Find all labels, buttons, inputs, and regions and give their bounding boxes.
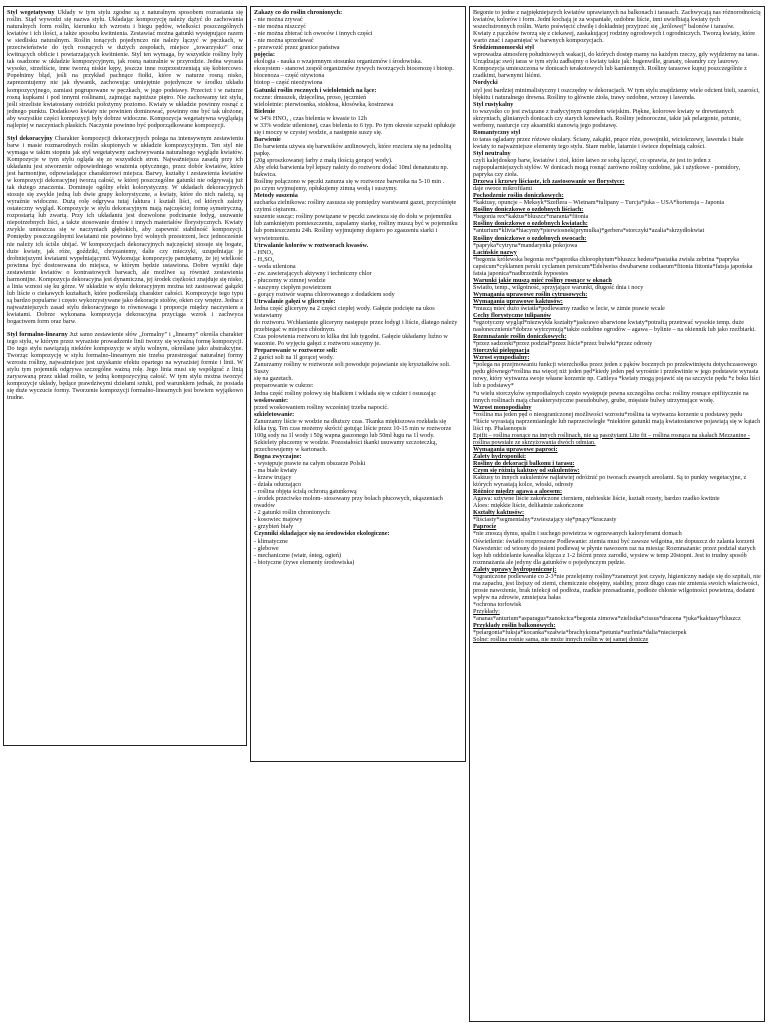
text-line: styl jest bardziej minimalistyczny i oszczędny w dekoracjach. W tym stylu znajdziemy wiele odcieni bieli, szarości, błękitu i naturalnego drewna. Rośliny to głównie zioła, trawy ozdobne, wrzosy i lawenda. <box>473 86 760 101</box>
text-line: *liście wyrastają naprzemianległe lub naprzeciwległe *niektóre gatunki mają kwiatostanowe pojawiają się w kątach liści np. Phalaenopsis <box>473 417 761 432</box>
heading-line: Barwienie <box>254 135 281 143</box>
text-line: to taras ogladany przez różowe okulary. Ściany, zakątki, pnące róże, powojniki, wiciokrzewy, lawenda i białe kwiaty to najważniejsze elementy tego stylu. Stare meble, latarnie i świece dopełniają całości. <box>473 135 744 150</box>
heading-line: Wymagania uprawowe kaktusów: <box>473 297 563 305</box>
heading-line: Styl rustykalny <box>473 100 514 108</box>
section-title-formal-linear: Styl formalno-linearny <box>7 331 68 339</box>
text-line: - roślina objęta ścisłą ochroną gatunkową <box>254 488 357 496</box>
text-line: Kwiaty z pączków tworzą się z ciekawej, zaskakującej rodziny ogrodowych i ogrodniczych. Tworzą kwiaty, które warto znać i zapamiętać w barwnych kompozycjach. <box>473 30 756 45</box>
text-line: suszenie susząc: rośliny powiązane w pęczki zawiesza się do dołu w pojemniku <box>254 213 452 221</box>
text-line: - biotyczne (żywe elementy środowiska) <box>254 558 355 566</box>
text-line: - nie można niszczyć <box>254 23 307 31</box>
column-middle <box>250 6 466 762</box>
section-title-decorative: Styl dekoracyjny <box>7 134 53 142</box>
text-line: *begonia rex*kaktus*bluszcz*maranta*fitonia <box>473 213 589 221</box>
heading-line: Warunki jakie muszą mieć rośliny rosnące w oknach <box>473 276 612 284</box>
heading-line: pojęcia: <box>254 51 275 59</box>
text-line: biotop – część nieożywiona <box>254 79 323 87</box>
section-text-decorative: Charakter kompozycji dekoracyjnych polega na intensywnym zestawieniu barw i masie rozmarodnych roślin skupionych w układzie kompozycyjnym. Ten styl nie wymaga w takim stopniu jak styl wegetatywny zachowywania naturalnego wyglądu kwiatów. Kompozycje w tym stylu ogląda się ze wszystkich stron. Najważniejsza zasadą przy ich układaniu jest stworzenie odpowiedniego wrażenia optycznego, przez dobór kwiatów, które jest harmonijne, odpowiadające charakterowi miejsca. Barwy, kształty i zestawienia kwiatów w kompozycji dekoracyjnej tworzą całość, w której poszczególne gatunki nie odgrywają już tak dużego znaczenia. Dominuje ogólny efekt kolorystyczny. W układach dekoracyjnych stosuje się zwykle jedną lub dwie grupy kolorystyczne, a kwiaty, które do nich należą, są wyraźnie widoczne. Dużą rolę odgrywa tutaj faktura i kształt liści, od których zależy ostateczny wygląd. Kompozycje w stylu dekoracyjnym mają najczęściej formę symetryczną, rozpostartą lub zwartą. Przy ich układaniu jest dozwolone podcinanie łodyg, usuwanie niepotrzebnych liści, a także stosowanie drutów i innych materiałów florystycznych. Kwiaty zwykle umieszcza się w naczyniach głębokich, aby zapewnić stabilność kompozycji. Pomiędzy poszczególnymi kwiatami nie powinno być wolnych przestrzeni, lecz jednocześnie nie należy ich ściśle ubijać. W kompozycjach dekoracyjnych najczęściej stosuje się bogate, duże kwiaty, jak róże, goździki, chryzantemy, dalie czy mieczyki, uzupełniając je drobniejszymi kwiatami wypełniającymi. Wykonując kompozycję pamiętamy, że jej wielkość powinna być dostosowana do miejsca, w którym będzie ustawiona. Dobre wyniki daje zestawienie kwiatów o kontrastowych barwach, ale możliwe są również zestawienia harmonijne. Kompozycja dekoracyjna jest dynamiczna, jej środek ciężkości znajduje się nisko, a linia wznosi się ku górze. W układzie w stylu dekoracyjnym można też zastosować gałązki lub liście o ciekawych kształtach, które podkreślają charakter całości. Kompozycje tego typu są bardzo popularne i często wykorzystywane jako dekoracje stołów, okien czy wnętrz. Jedna z najważniejszych zasad stylu dekoracyjnego to równowaga i proporcje między naczyniem a kwiatami. Dobrze wykonana kompozycja dekoracyjna przyciąga wzrok i zachwyca bogactwem form oraz barw. <box>7 134 244 326</box>
heading-line: woskowanie: <box>254 396 289 404</box>
text-line: Zanurzamy liście w wodzie na dłuższy czas. Tkanka miękiszowa rozkłada się <box>254 417 447 425</box>
heading-line: Wymagania uprawowe paproci: <box>473 445 558 453</box>
text-line: Do barwienia używa się barwników anilinowych, które rozciera się na jednolitą papkę. <box>254 142 452 157</box>
text-line: *pelargonia*fuksja*kocanka*szałwia*brachykoma*petunia*surfinia*dalia*niecierpek <box>473 629 687 637</box>
text-line: się na gazetach. <box>254 375 293 383</box>
text-line: - zw. zawierających aktywny i techniczny chlor <box>254 269 372 277</box>
heading-line: Przykłady roślin balkonowych: <box>473 622 556 630</box>
text-line: - krzew trujący <box>254 474 292 482</box>
text-line: - nie można sprzedawać <box>254 37 314 45</box>
section-text-formal-linear: Już samo zestawienie słów „formalny” i „linearny” określa charakter tego stylu, w którym przez wyraziste prowadzenie linii tworzy się wyraźną formę kompozycji. Do tego stylu nawiązują niektóre kompozycje w stylu wolnym, określane jako abstrakcyjne. Tworząc kompozycję w stylu formalno-linearnym nie trzeba przestrzegać naturalnej formy wzrostu rośliny, najważniejsze jest uzyskanie efektu opartego na wyrazistej formie i linii. W stylu tym pojemnik odgrywa szczególne ważną rolę. Jego linia musi się współgrać z linią zarysowaną przez układ roślin, w jedną kompozycyjną całość. W tym stylu można tworzyć kompozycje układy, będące prawdziwymi dziełami sztuki, pod warunkiem jednak, że posiada się duże wyczucie formy. Tworzenie kompozycji formalno-linearnych jest bowiem wyjątkowo trudne. <box>7 331 244 402</box>
text-line: wieloletnie: pierwiosnka, stokłosa, kłosówka, kostrzewa <box>254 100 394 108</box>
heading-line: Gatunki roślin rocznych i wieloletnich na łące: <box>254 86 377 94</box>
heading-line: Styl neutralny <box>473 149 511 157</box>
text-line: przechowujemy w kartonach. <box>254 445 328 453</box>
text-line: 100g sody na 1l wody i 50g wapna gaszonego lub 50ml ługu na 1l wody. <box>254 431 435 439</box>
text-line: - gorący roztwór wapna chlorowanego z dodatkiem sody <box>254 290 395 298</box>
text-line: *egzotyczny wygląd*niezwykła kształty*jaskrawo ubarwione kwiaty*potrafią przetrwać wysokie temp. duże nasłonecznienie*dobrze wytrzymują*także ozdobne ogrodów – agawa – bylinie – na okiennik lub jako rzeźbiarki. <box>473 319 756 334</box>
heading-line: Utrwalanie gałęzi w glicerynie: <box>254 297 336 305</box>
text-line: kilka tyg. Ten czas możemy skrócić gotując liście przez 10-15 min w roztworze <box>254 424 452 432</box>
text-line: *anturium*klivia*hiacynty*pierwiosnek(prymulka)*gerbera*storczyki*azalia*skrzydłokwiat <box>473 227 705 235</box>
text-line: *u wielu storczyków sympodialnych często występuje pewna szczególna cecha: rośliny rosnące epifitycznie na innych roślinach mają charakterystyczne pseudobulwy, grube, mięsiste bulwy utrzymujące wodę. <box>473 389 749 404</box>
text-line: Zanurzamy rośliny w roztworze soli powoduje pojawianie się kryształków soli. Suszy <box>254 361 451 376</box>
text-line: Jedna część gliceryny na 2 części ciepłej wody. Gałęzie podcięte na ukos wstawiamy <box>254 304 435 320</box>
heading-line: Epifit – roślina rosnące na innych roślinach, nie są pasożytami Lito fit – roślina rosnąca na skałach Mezzanine - roślina powstałe ze skrzyżowania dwóch odmian. <box>473 431 750 446</box>
heading-line: Cechy florystyczne tulipanów <box>473 312 552 320</box>
text-line: roczne: dmuszek, dzięcelina, proso, jęczmień <box>254 93 367 101</box>
text-line: - płuczemy w zimnej wodzie <box>254 276 326 284</box>
text-line: wazonie. Po wyjęciu gałęzi z roztworu suszymy je. <box>254 340 381 348</box>
text-line: sucharka zielnikowa: rośliny zasusza się pomiędzy warstwami gazet, przyciśnięte <box>254 199 457 207</box>
heading-line: Romantyczny styl <box>473 128 521 136</box>
text-line: - nie można zbierać ich owoców i innych części <box>254 30 373 38</box>
heading-line: Wzrost monopodialny <box>473 403 532 411</box>
text-line: Agawa: sztywne liście zakończone cierniem, niebieskie liście, kształt rozety, bardzo rzadko kwitnie <box>473 495 720 503</box>
text-line: Roślinę połączono w pęczki zanurza się w roztworze barwnika na 5-10 min . <box>254 178 445 186</box>
text-line: *begonia królewska begonia rex*paprotka chlorophytum*bluszcz hedera*pasiatka zwisła zebrina *papryka capsicum*cyklamen perski cyclamen persicum*Edelweiss dwubarwne codiaeum*fitonia fittonia*fatsja japońska fatsia japonica*nadbrzeżnik hypoestes <box>473 255 753 277</box>
text-line: - glebowe <box>254 544 279 552</box>
heading-line: szkieletowanie: <box>254 410 295 418</box>
heading-line: Metody suszenia <box>254 192 298 200</box>
heading-line: Bogna zwyczajne: <box>254 452 302 460</box>
text-line: - występuje prawie na całym obszarze Polski <box>254 460 366 467</box>
text-line: *polega na przejmowaniu funkcji wierzchołka przez jeden z pąków bocznych po przekwitnięciu dotychczasowego pędu głównego*roślina ma więcej niż jeden pęd*kiedy jeden pęd wyrośnie i przekwitnie w jego podstawie wyrasta nowy, który wytwarza swoje własne korzenie np. Cattleya *kwiaty mogą pojawić się na szczycie pędu *z boku liści lub u podstawy* <box>473 361 761 390</box>
text-line: - nie można zrywać <box>254 16 303 24</box>
text-line: czyli kalejdoskop barw, kwiatów i zioł, które łatwo ze sobą łączyć, co sprawia, że jest to jeden z najpopularniejszych stylów. W donicach mogą rosnąć zarówno rośliny ozdobne, jak i użytkowe - pomidory, papryka czy zioła. <box>473 156 741 179</box>
text-line: - woda utleniona <box>254 262 296 270</box>
text-line: *liściasty*segmentalny*zwieszający się*pnący*kraczasty <box>473 516 617 524</box>
text-line: biocenoza – część ożywiona <box>254 72 325 80</box>
text-line: Aby efekt barwienia był lepszy należy do roztworu dodać 10ml denaturatu np. bukwica. <box>254 164 449 179</box>
heading-line: Przykłady: <box>473 607 500 615</box>
text-line: *kaktusy, opuncje – Meksyk*Szeflera – Wietnam*tulipany – Turcja*juka – USA*hortensja – Japonia <box>473 199 725 207</box>
text-line: Kaktusy to innych sukulentów najłatwiej odróżnić po tworach zwanych areolami. Są to punkty wegetacyjne, z których wyrastają kolce, włoski, odrosty <box>473 474 747 489</box>
heading-line: Utrwalanie kolorów w roztworach kwasów. <box>254 241 369 249</box>
heading-line: Rozmnażanie roślin doniczkowych: <box>473 333 567 341</box>
text-line: do roztworu. Wchłanianie gliceryny następuje przez łodygi i liście, dlatego należy przebiegać w miejscu chłodnym. <box>254 319 458 334</box>
text-line: - H₂SO₄ <box>254 255 275 263</box>
text-line: *ananas*anturium*asparagus*zanokcica*begonia zimowa*zielistka*cissus*dracena *juka*kaktusy*bluszcz <box>473 615 741 623</box>
paragraph-vegetative-style <box>7 9 243 129</box>
heading-line: Wymagania uprawowe roślin cytrusowych: <box>473 290 588 298</box>
heading-line: Preparowanie w roztworze soli: <box>254 347 338 355</box>
text-line: - mechaniczne (wiatr, śnieg, ogień) <box>254 551 342 559</box>
text-line: Begonie to jedne z najpiękniejszych kwiatów uprawianych na balkonach i tarasach. Zachwycają nas różnorodnością kwiatów, kolorów i form. Jedni kochają je za wspaniałe, ozdobne liście, inni uwielbiają kwiaty tych wszechstronnych roślin. Warto poświęcić chwilę i dokładniej przyjrzeć się „królowej” balonów i tarasów. <box>473 9 761 31</box>
text-line: w 34% HNO₃ , czas bielenia w kwasie to 12h <box>254 114 367 122</box>
text-line: *muszą mieć dużo światła*podlewamy rzadko w lecie, w zimie prawie wcale <box>473 304 665 312</box>
heading-line: Kształty kaktusów: <box>473 509 525 517</box>
heading-line: Storczyki pielęgnacja <box>473 347 530 355</box>
heading-line: Bielenie <box>254 107 275 115</box>
heading-line: Rośliny do dekoracji balkonu i tarasu: <box>473 460 575 467</box>
text-line: - środek przeciwko molom- stosowany przy bolach płucowych, ukąszeniach owadów <box>254 495 443 510</box>
heading-line: Paprocie <box>473 523 497 531</box>
text-line: - HNO₃ <box>254 248 274 256</box>
text-line: po czym wyjmujemy, opłukujemy zimną wodą i suszymy. <box>254 185 398 193</box>
heading-line: Zalety hydroponiki: <box>473 452 527 460</box>
text-line: ekologia - nauka o wzajemnym stosunku organizmów i środowiska. <box>254 58 423 66</box>
heading-line: Wzrost sympodialny: <box>473 354 530 362</box>
text-line: czyimś ciężarem. <box>254 206 297 214</box>
column-left <box>3 6 247 746</box>
text-line: w 33% wodzie utlenionej, czas bielenia to 6 typ. Po tym okresie szyszki opłukuje się i moczy w czystej wodzie, a następnie suszy się. <box>254 121 456 136</box>
heading-line: Solne: roślina rośnie sama, nie może innych roślin w tej samej donicze <box>473 636 649 644</box>
text-line: *przez sadzonki*przez podział*przez liście*przez bulwki*przez odrosty <box>473 340 653 348</box>
text-line: *nie znoszą dymu, spalin i suchego powietrza w ogrzewanych kaloryferami domach <box>473 530 682 538</box>
heading-line: Drzewa i krzewy liściaste, ich zastosowanie we florystyce: <box>473 178 625 186</box>
paragraph-decorative-style <box>7 135 243 325</box>
text-line: *roślina ma jeden pęd o nieograniczonej możliwości wzrostu*roślina ta wytwarza korzenie u podstawy pędu <box>473 410 743 418</box>
text-line: Aloes: miękkie liście, delikatnie zakończone <box>473 502 584 510</box>
heading-line: Łacińskie nazwy <box>473 248 517 256</box>
text-line: - suszymy ciepłym powietrzem <box>254 283 332 291</box>
text-line: Jedna część rośliny połowy się białkiem i wkłada się w cukier i osuszając <box>254 389 437 397</box>
text-line: ekosystem - stanowi zespół organizmów żywych tworzących biocenozę i biotop. <box>254 65 454 73</box>
text-line: (20g sproszkowanej farby z małą ilością gorącej wody). <box>254 156 393 164</box>
text-line: - klimatyczne <box>254 537 288 545</box>
heading-line: Pochodzenie roślin doniczkowych: <box>473 192 564 200</box>
text-line: lub pomieszczeniu 24h. Rośliny wyjmujemy dopiero po zgaszeniu siarki i wywietrzeniu. <box>254 227 438 242</box>
text-line: 2 garści soli na 1l gorącej wody. <box>254 354 334 362</box>
text-line: Oświetlenie: światło rozproszone Podlewanie: ziemia musi być zawsze wilgotna, nie dopuszcz do zalania korzeni Nawożenie: od wiosny do jesieni podlewaj w płynie nawozem raz na miesiąc Rozmnażanie: przez podział starych kęp lub oddzielanie kawałka kłącza z 1-2 liśćmi przez zarodki, wysiew w temp 20stopni. Jest to trudny sposób rozmnażania ale jedyny dla gatunków o pojedynczym pędzie. <box>473 537 756 566</box>
text-line: *ograniczone podlewanie co 2-3*nie przelejemy rośliny*zaramzyt jest czysty, higieniczny nadaje się do szpitali, nie ma zapachu, jest lżejszy od ziemi, chemicznie obojętny, stabilny, przez długo czas nie zmienia swoich właściwości, proste nawożenie, brak infekcji od podłoża, rzadkie przesadzanie, podłoże chłonie wilgotności powietrza, dodatni wpływ na zdrowie, zmniejsza hałas <box>473 572 761 601</box>
text-line: - ma białe kwiaty <box>254 467 298 475</box>
heading-line: Rośliny doniczkowe o ozdobnych liściach: <box>473 206 584 214</box>
text-line: Światło, temp., wilgotność, sprzyjające warunki, długość dnia i nocy <box>473 283 644 291</box>
text-line: - przewozić przez granice państwa <box>254 44 340 52</box>
column-right <box>469 6 765 1022</box>
text-line: to wszystko co jest związane z tradycyjnym ogrodem wiejskim. Piękne, kolorowe kwiaty w drewnianych skrzyniach, glinianych donicach czy starych konewkach. Rośliny jednoroczne, takie jak pelargonie, petunie, werbeny, nasturcje czy aksamitki stanowią jego podstawę. <box>473 107 741 129</box>
text-line: - 2 gatunki roślin chronionych: <box>254 509 331 517</box>
text-line: - kosowiec majowy <box>254 516 303 524</box>
heading-line: Zalety uprawy hydroponicznej: <box>473 565 557 573</box>
text-line: *papryka*cytryna*mandarynka pokojowa <box>473 241 578 249</box>
section-text-vegetative: Układy w tym stylu zgodne są z naturalnym sposobem rozrastania się roślin. Stąd wywodzi się nazwa stylu. Układając kompozycję należy dążyć do zachowania naturalnych form roślin, kierunku ich wzrostu i biegu pędów, wielkości poszczególnych kwiatów i ich ilości, a także sposobu kwitnienia. Zestawiać można gatunki występujące razem w siedlisku naturalnym. Roślin tonących pojedynczo nie należy łączyć w pęczkach, w przeciwieństwie do tych rosnących w dużych zespołach, miejsce „towarzysko” oraz kwitnących obficie i powtarzających kwitnienie. Styl ten wymaga, by wszystkie rośliny były tak osadzone w układzie kompozycyjnym, jak rosną naturalnie w przyrodzie. Jedna wyrasta wysoko, strzeliście, inne tworzą niskie kępy, jeszcze inne rozprzestrzeniają się kobiercowo. Popełnimy błąd, jeśli na przykład pachnące fiołki, które w naturze rosną nisko, zaprezentujemy nie jak dywanik, zachowując umiejętnie pojedyncze w środku układu kompozycyjnego, zamiast pogrupowane w pęczkach, w jego podstawy. Przecież i w naturze rosną kupkami i pod innymi roślinami, zajmując najniższe piętro. Nie zachowamy też stylu, jeśli strzeliste kwiatostany ostróżki położymy poziomo. Kwiaty w układzie powinny rosnąć z jednego punktu. Dodatkowo kwiaty nie powinien dominować, powinny one być tak ułożone, aby wszystkie części kompozycji były dobrze widoczne. Kompozycja wegetatywna wyglądają najlepiej w naczyniach płaskich. Naczynie powinno być podporządkowane kompozycji. <box>7 9 244 129</box>
paragraph-formal-linear-style <box>7 331 243 401</box>
heading-line: Czym się różnią kaktusy od sukulentów: <box>473 467 580 475</box>
heading-line: Nordycki <box>473 79 498 87</box>
text-line: przed woskowaniem rośliny wcześniej trzeba napocić. <box>254 403 389 411</box>
text-line: - działa odurzająco <box>254 481 302 489</box>
section-title-vegetative: Styl wegetatywny <box>7 9 55 16</box>
heading-line: Rośliny doniczkowe o ozdobnych kwiatach: <box>473 220 588 228</box>
heading-line: Rośliny doniczkowe o ozdobnych owocach: <box>473 234 587 242</box>
text-line: Szkielety płuczemy w wodzie. Pozostałości tkanki usuwamy szczoteczką, <box>254 438 437 446</box>
heading-line: Czynniki składające się na środowisko ekologiczne: <box>254 530 390 538</box>
text-line: preparowanie w cukrze: <box>254 382 314 390</box>
text-line: lub zamkniętym pomieszczeniu, zapalamy siarkę, rośliny muszą być w pojemniku <box>254 220 458 228</box>
text-line: Czas połowienia roztworu to kilka dni lub tygodni. Gałęzie układamy luźno w <box>254 333 448 341</box>
heading-line: Śródziemnomorski styl <box>473 44 535 52</box>
heading-line: Zakazy co do roślin chronionych: <box>254 9 343 16</box>
heading-line: Różnice między agawa a aloesem: <box>473 488 563 496</box>
text-line: daje owoce mikrofilami <box>473 185 533 193</box>
text-line: wprowadza atmosferę południowych wakacji, do których dostęp mamy na każdym rzeczy, gdy wyjdziemy na taras. Urządzając swój taras w tym stylu zadbajmy o kwiaty takie jak: bugenwille, granaty, oleandry czy laurowy. Kompozycja umieszczona w donicach terakotowych lub kamiennych. Rośliny tarasowe kupuj poszczególnie z rzadkimi, barwnymi liśćmi. <box>473 51 760 80</box>
text-line: - grzybień biały <box>254 523 294 531</box>
text-line: *ochrona torfowisk <box>473 600 522 608</box>
